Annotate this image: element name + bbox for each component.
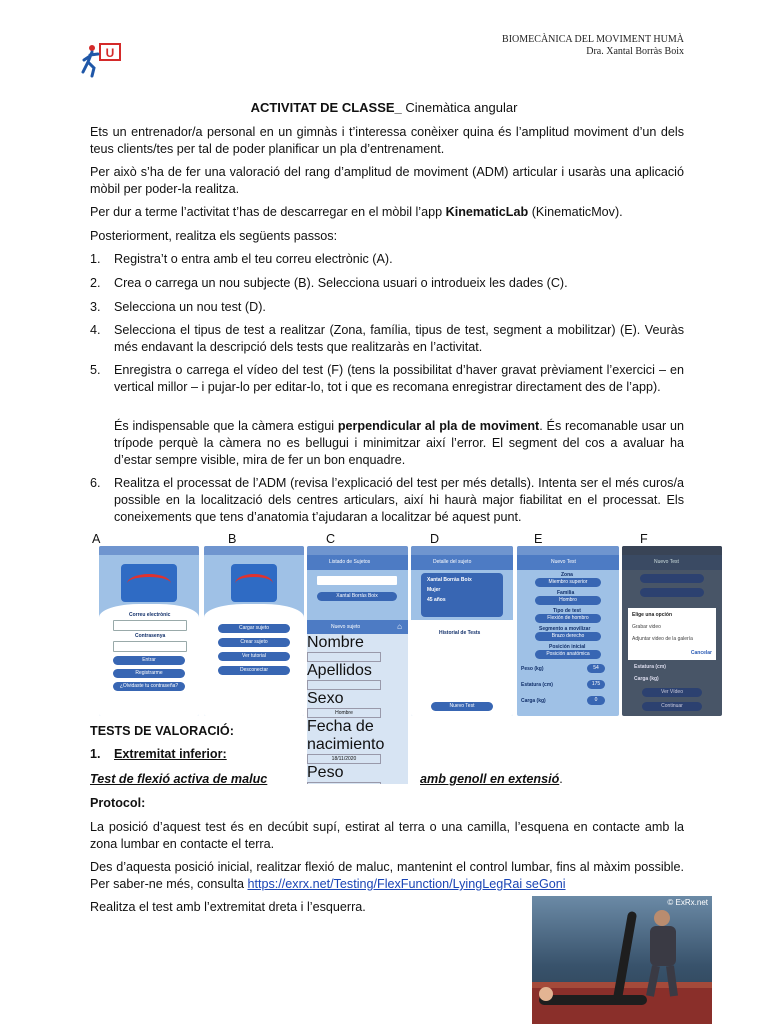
screen-title: Detalle del sujeto [433, 559, 472, 565]
attach-video-option[interactable]: Adjuntar video de la galería [632, 636, 693, 642]
figure-letter: C [326, 532, 336, 546]
app-screen-login [99, 546, 199, 716]
protocol-paragraph-2: Des d’aquesta posició inicial, realitzar flexió de maluc, mantenint el control lumbar, fins al màxim possible. Per saber-ne més, consulta https://exrx.net/Testing/FlexFunction/LyingLegRai seGoni [90, 860, 684, 891]
name-field[interactable] [307, 652, 381, 662]
screen-title: Nuevo sujeto [331, 624, 361, 630]
photo-caption: © ExRx.net [667, 898, 708, 907]
family-select[interactable]: Hombro [535, 596, 601, 605]
record-video-option[interactable]: Grabar video [632, 624, 661, 630]
figure-letter: D [430, 532, 440, 546]
load-value[interactable]: 0 [587, 696, 605, 705]
forgot-password-button[interactable]: ¿Olvidaste tu contraseña? [113, 682, 185, 691]
figure-letter: B [228, 532, 237, 546]
password-label: Contrasenya [135, 633, 166, 639]
sex-field[interactable]: Hombre [307, 708, 381, 718]
intro-paragraph-2: Per això s’ha de fer una valoració del rang d’amplitud de moviment (ADM) articular i usaràs una aplicació mòbil per poder-la realitza. [90, 165, 684, 196]
intro-paragraph-1: Ets un entrenador/a personal en un gimnàs i t’interessa conèixer quina és l’amplitud moviment d’un dels teus clients/tes per tal de poder planificar un pla d’entrenament. [90, 125, 684, 156]
logout-button[interactable]: Desconectar [218, 666, 290, 675]
weight-field[interactable] [307, 782, 381, 784]
figure-letter: A [92, 532, 101, 546]
steps-intro: Posteriorment, realitza els següents passos: [90, 229, 338, 243]
surname-field[interactable] [307, 680, 381, 690]
segment-select[interactable]: Brazo derecho [535, 632, 601, 641]
title-prefix: ACTIVITAT DE CLASSE_ [250, 100, 406, 115]
app-screen-new-test: Nuevo Test Zona Miembro superior Familia Hombro Tipo de test Flexión de hombro Segmento a movilizar Brazo derecho Posición inicial Posición anatómica Peso (kg) 54 Estatura (cm) 175 Carga (kg) 0 [517, 546, 619, 716]
app-screen-video: Nuevo Test Elige una opción Grabar video Adjuntar video de la galería Cancelar Estatura (cm) Carga (kg) Ver Vídeo Continuar [622, 546, 722, 716]
figure-letter: F [640, 532, 648, 546]
weight-value[interactable]: 54 [587, 664, 605, 673]
history-heading: Historial de Tests [439, 630, 481, 636]
leg-raise-illustration-icon [532, 896, 712, 1024]
page-title [0, 100, 768, 115]
screen-title: Nuevo Test [551, 559, 576, 565]
email-label: Correu electrònic [129, 612, 171, 618]
protocol-paragraph-3: Realitza el test amb l’extremitat dreta i l’esquerra. [90, 900, 366, 914]
download-paragraph: Per dur a terme l’activitat t’has de descarregar en el mòbil l’app KinematicLab (KinematicMov). [90, 205, 623, 219]
position-select[interactable]: Posición anatómica [535, 650, 601, 659]
new-test-button[interactable]: Nuevo Test [431, 702, 493, 711]
university-logo-icon [80, 42, 122, 78]
app-screen-home [204, 546, 304, 716]
leg-raise-photo [532, 896, 712, 1024]
load-subject-button[interactable]: Cargar sujeto [218, 624, 290, 633]
svg-text:U: U [105, 46, 115, 60]
height-value[interactable]: 175 [587, 680, 605, 689]
title-suffix: Cinemàtica angular [405, 100, 518, 115]
create-subject-button[interactable]: Crear sujeto [218, 638, 290, 647]
login-button[interactable]: Entrar [113, 656, 185, 665]
cancel-button[interactable]: Cancelar [690, 650, 712, 656]
test-name-part1: Test de flexió activa de maluc [90, 772, 268, 786]
document-header [502, 34, 684, 58]
home-icon[interactable]: ⌂ [397, 622, 402, 631]
app-screen-subject-detail: Detalle del sujeto Xantal Borràs Boix Mujer 45 años Historial de Tests Nuevo Test [411, 546, 513, 716]
tests-heading: TESTS DE VALORACIÓ: [90, 724, 234, 738]
view-video-button[interactable]: Ver Vídeo [642, 688, 702, 697]
app-screen-new-subject: Nuevo sujeto ⌂ Nombre Apellidos Sexo Hombre Fecha de nacimiento 18/11/2020 Peso [307, 620, 408, 784]
subject-list-item[interactable]: Xantal Borràs Boix [317, 592, 397, 601]
protocol-paragraph-1: La posició d’aquest test és en decúbit supí, estirat al terra o una camilla, l’esquena en contacte amb la zona lumbar en contacte el terra. [90, 820, 684, 851]
search-field[interactable] [317, 576, 397, 585]
protocol-heading: Protocol: [90, 796, 146, 810]
email-field[interactable] [113, 620, 187, 631]
author-name: Dra. Xantal Borràs Boix [586, 46, 684, 57]
figure-letter: E [534, 532, 543, 546]
password-field[interactable] [113, 641, 187, 652]
zone-select[interactable]: Miembro superior [535, 578, 601, 587]
dob-field[interactable]: 18/11/2020 [307, 754, 381, 764]
course-name: BIOMECÀNICA DEL MOVIMENT HUMÀ [502, 34, 684, 45]
test-type-select[interactable]: Flexión de hombro [535, 614, 601, 623]
exrx-link[interactable]: https://exrx.net/Testing/FlexFunction/LyingLegRai seGoni [247, 877, 566, 891]
screen-title: Nuevo Test [654, 559, 679, 565]
register-button[interactable]: Registrarme [113, 669, 185, 678]
kinematic-lab-logo-icon [121, 564, 177, 602]
test-name-part2: amb genoll en extensió. [420, 772, 563, 786]
tutorial-button[interactable]: Ver tutorial [218, 652, 290, 661]
continue-button[interactable]: Continuar [642, 702, 702, 711]
kinematic-lab-logo-icon [231, 564, 277, 602]
choose-option-dialog: Elige una opción Grabar video Adjuntar video de la galería Cancelar [628, 608, 716, 660]
screen-title: Listado de Sujetos [329, 559, 371, 565]
document-page: U BIOMECÀNICA DEL MOVIMENT HUMÀ Dra. Xantal Borràs Boix ACTIVITAT DE CLASSE_ Cinemàtica angular Ets un entrenador/a personal en un gimnàs i t’interessa conèixer quina és l’amplitud moviment d’un dels teus clients/tes per tal de poder planificar un pla d’entrenament. Per això s’ha de fer una valoració del rang d’amplitud de moviment (ADM) articular i usaràs una aplicació mòbil per poder-la realitza. Per dur a terme l’activitat t’has de descarregar en el mòbil l’app KinematicLab (KinematicMov). Posteriorment, realitza els següents passos: 1. Registra’t o entra amb el teu correu electrònic (A). 2. Crea o carrega un nou subjecte (B). Selecciona usuari o introdueix les dades (C). 3. Selecciona un nou test (D). 4. Selecciona el tipus de test a realitzar (Zona, família, tipus de test, segment a mobilitzar) (E). Veuràs més endavant la descripció dels tests que realitzaràs en l’activitat. 5. Enregistra o carrega el vídeo del test (F) (tens la possibilitat d’haver gravat prèviament l’exercici – en vertical millor – i pujar-lo per editar-lo, tot i que es recomana enregistrar directament des de l’app). És indispensable que la càmera estigui perpendicular al pla de moviment. És recomanable usar un trípode perquè la càmera no es bellugui i minimitzar així l’error. El segment del cos a avaluar ha d’estar sempre visible, mira de fer un bon enquadre. 6. Realitza el processat de l’ADM (revisa l’explicació del test per més detalls). Intenta ser el més curos/a possible en la localització dels centres articulars, així hi haurà major fiabilitat en el processat. Els coneixements que tens d’anatomia t’ajudaran a localitzar bé aquest punt. A B C D E F Correu electrònic Contrasenya Entrar Registrarme ¿Olvidaste tu contraseña? Cargar sujeto Crear sujeto Ver tutorial Desconectar Listado de Sujetos Xantal Borràs Boix Nuevo sujeto ⌂ Nombre Apellidos Sexo Hombre Fecha de nacimiento 18/11/2020 Peso Detalle del sujeto Xantal Borràs Boix Mujer 45 años Historial de Tests Nuevo Test Nuevo Test Zona Miembro superior Familia Hombro Tipo de test Flexión de hombro Segmento a movilizar Brazo derecho Posición inicial Posición anatómica Peso (kg) 54 Estatura (cm) 175 Carga (kg) 0 Nuevo Test Elige una opción Grabar video Adjuntar video de la galería Cancelar Estatura (cm) Carga (kg) Ver Vídeo Continuar TESTS DE VALORACIÓ: 1. Extremitat inferior: Test de flexió activa de maluc amb genoll en extensió. Protocol: La posició d’aquest test és en decúbit supí, estirat al terra o una camilla, l’esquena en contacte amb la zona lumbar en contacte el terra. Des d’aquesta posició inicial, realitzar flexió de maluc, mantenint el control lumbar, fins al màxim possible. Per saber-ne més, consulta https://exrx.net/Testing/FlexFunction/LyingLegRai seGoni Realitza el test amb l’extremitat dreta i l’esquerra. © ExRx.net [0, 0, 768, 1024]
app-name: KinematicLab [445, 205, 529, 219]
